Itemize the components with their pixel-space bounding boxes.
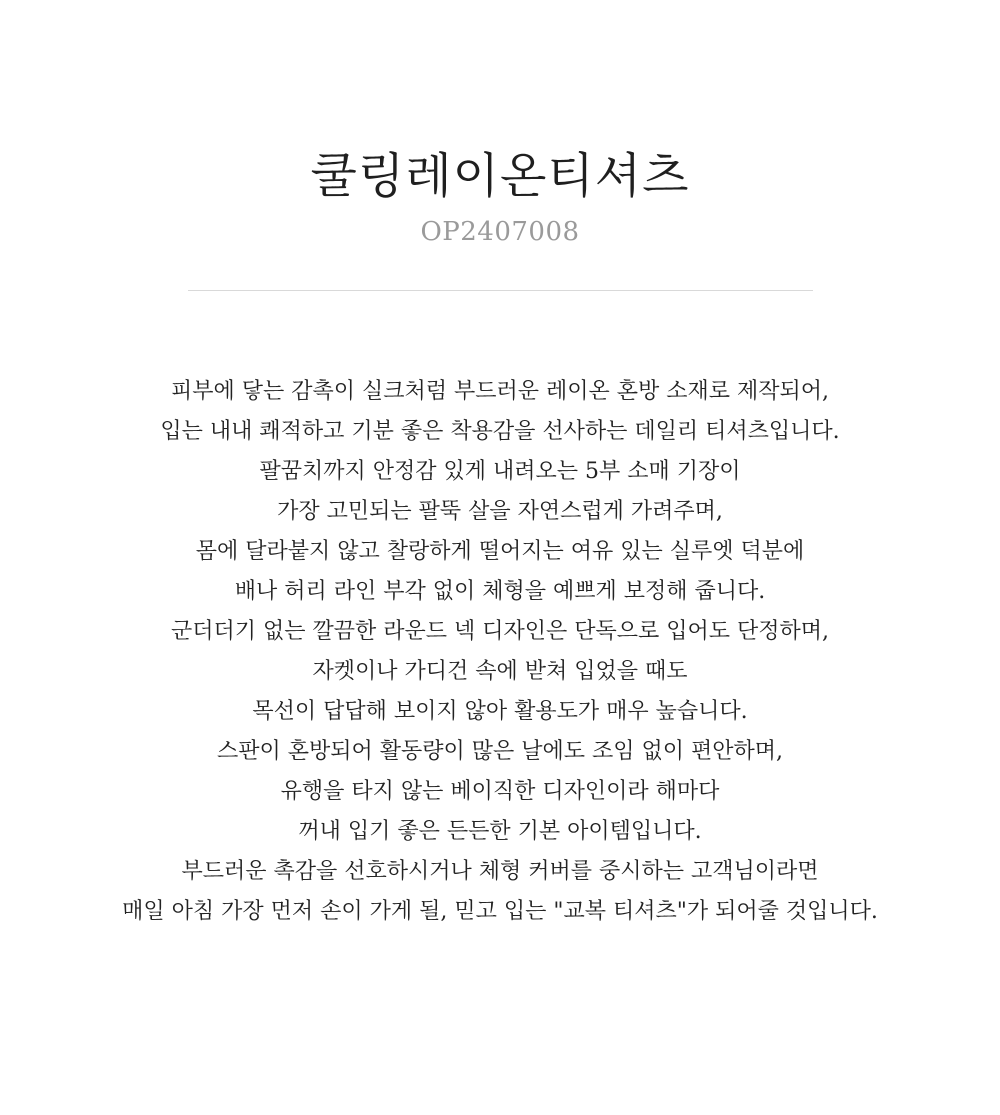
description-line: 유행을 타지 않는 베이직한 디자인이라 해마다 [280, 779, 720, 804]
product-code: OP2407008 [420, 217, 580, 247]
description-line: 꺼내 입기 좋은 든든한 기본 아이템입니다. [298, 819, 702, 844]
description-line: 입는 내내 쾌적하고 기분 좋은 착용감을 선사하는 데일리 티셔츠입니다. [160, 419, 840, 444]
description-line: 목선이 답답해 보이지 않아 활용도가 매우 높습니다. [252, 699, 748, 724]
product-title: 쿨링레이온티셔츠 [310, 148, 690, 204]
description-line: 가장 고민되는 팔뚝 살을 자연스럽게 가려주며, [277, 499, 723, 524]
description-line: 피부에 닿는 감촉이 실크처럼 부드러운 레이온 혼방 소재로 제작되어, [171, 379, 829, 404]
description-line: 군더더기 없는 깔끔한 라운드 넥 디자인은 단독으로 입어도 단정하며, [171, 619, 829, 644]
description-line: 몸에 달라붙지 않고 찰랑하게 떨어지는 여유 있는 실루엣 덕분에 [195, 539, 805, 564]
description-line: 배나 허리 라인 부각 없이 체형을 예쁘게 보정해 줍니다. [234, 579, 766, 604]
divider [188, 290, 813, 291]
description-line: 팔꿈치까지 안정감 있게 내려오는 5부 소매 기장이 [259, 459, 741, 484]
description-line: 자켓이나 가디건 속에 받쳐 입었을 때도 [312, 659, 688, 684]
description-line: 부드러운 촉감을 선호하시거나 체형 커버를 중시하는 고객님이라면 [181, 859, 819, 884]
description-line: 매일 아침 가장 먼저 손이 가게 될, 믿고 입는 "교복 티셔츠"가 되어줄 것입니다. [122, 899, 878, 924]
description-line: 스판이 혼방되어 활동량이 많은 날에도 조임 없이 편안하며, [217, 739, 783, 764]
description-text [40, 372, 960, 932]
